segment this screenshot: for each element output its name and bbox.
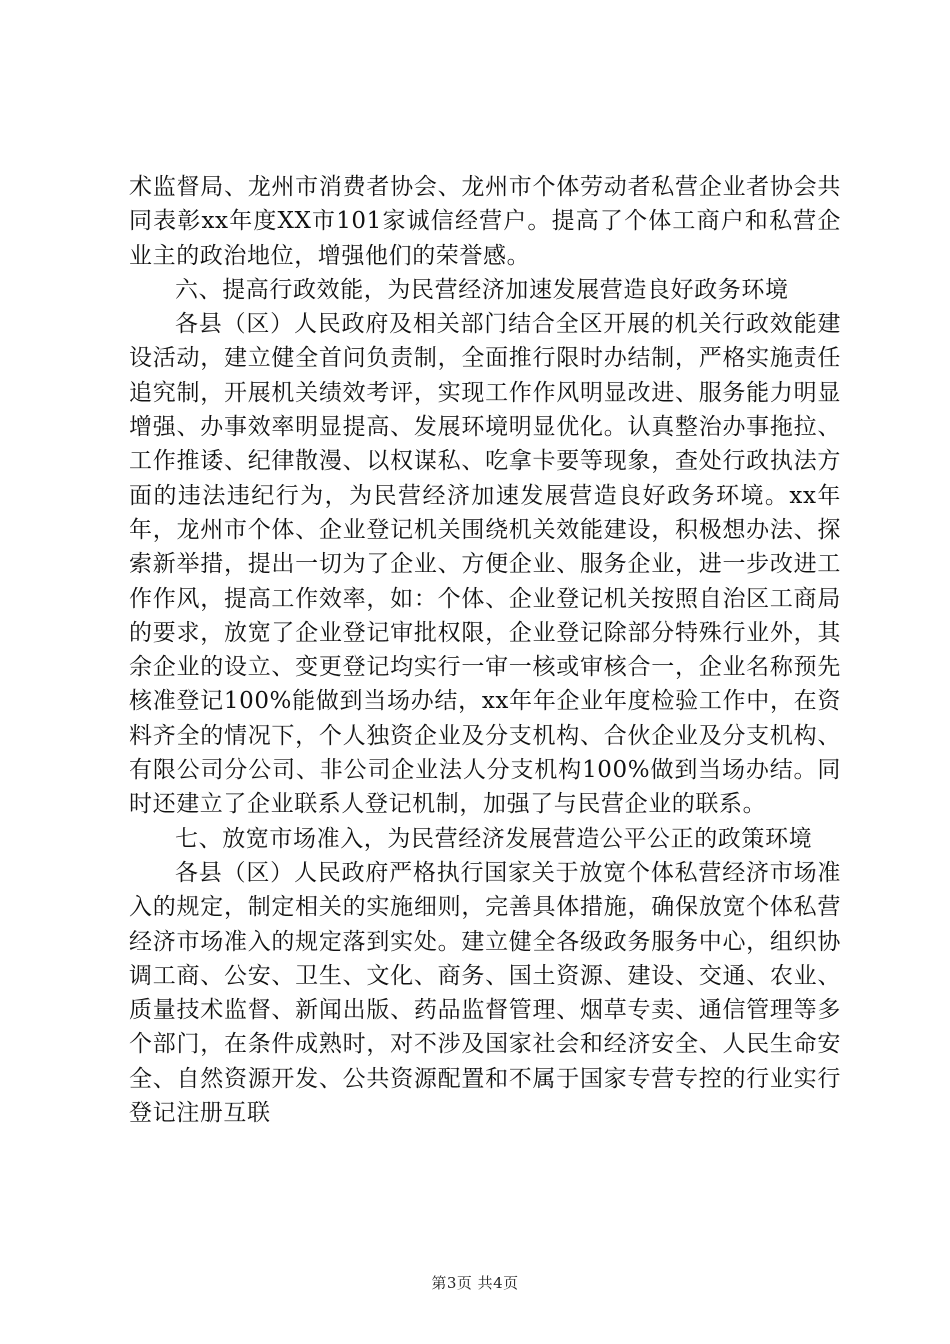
section-heading-seven: 七、放宽市场准入，为民营经济发展营造公平公正的政策环境 bbox=[175, 825, 813, 852]
document-body bbox=[129, 170, 841, 1130]
page-number-label: 第3页 共4页 bbox=[431, 1274, 519, 1292]
paragraph-market-access: 各县（区）人民政府严格执行国家关于放宽个体私营经济市场准入的规定，制定相关的实施细则，完善具体措施，确保放宽个体私营经济市场准入的规定落到实处。建立健全各级政务服务中心，组织协调工商、公安、卫生、文化、商务、国土资源、建设、交通、农业、质量技术监督、新闻出版、药品监督管理、烟草专卖、通信管理等多个部门，在条件成熟时，对不涉及国家社会和经济安全、人民生命安全、自然资源开发、公共资源配置和不属于国家专营专控的行业实行登记注册互联 bbox=[129, 859, 841, 1127]
paragraph-continued: 术监督局、龙州市消费者协会、龙州市个体劳动者私营企业者协会共同表彰xx年度XX市101家诚信经营户。提高了个体工商户和私营企业主的政治地位，增强他们的荣誉感。 bbox=[129, 174, 841, 269]
page-footer bbox=[0, 1272, 950, 1293]
paragraph-administrative-efficiency: 各县（区）人民政府及相关部门结合全区开展的机关行政效能建设活动，建立健全首问负责制，全面推行限时办结制，严格实施责任追究制，开展机关绩效考评，实现工作作风明显改进、服务能力明显增强、办事效率明显提高、发展环境明显优化。认真整治办事拖拉、工作推诿、纪律散漫、以权谋私、吃拿卡要等现象，查处行政执法方面的违法违纪行为，为民营经济加速发展营造良好政务环境。xx年年，龙州市个体、企业登记机关围绕机关效能建设，积极想办法、探索新举措，提出一切为了企业、方便企业、服务企业，进一步改进工作作风，提高工作效率，如：个体、企业登记机关按照自治区工商局的要求，放宽了企业登记审批权限，企业登记除部分特殊行业外，其余企业的设立、变更登记均实行一审一核或审核合一，企业名称预先核准登记100%能做到当场办结，xx年年企业年度检验工作中，在资料齐全的情况下，个人独资企业及分支机构、合伙企业及分支机构、有限公司分公司、非公司企业法人分支机构100%做到当场办结。同时还建立了企业联系人登记机制，加强了与民营企业的联系。 bbox=[129, 311, 841, 818]
section-heading-six: 六、提高行政效能，为民营经济加速发展营造良好政务环境 bbox=[175, 276, 789, 303]
